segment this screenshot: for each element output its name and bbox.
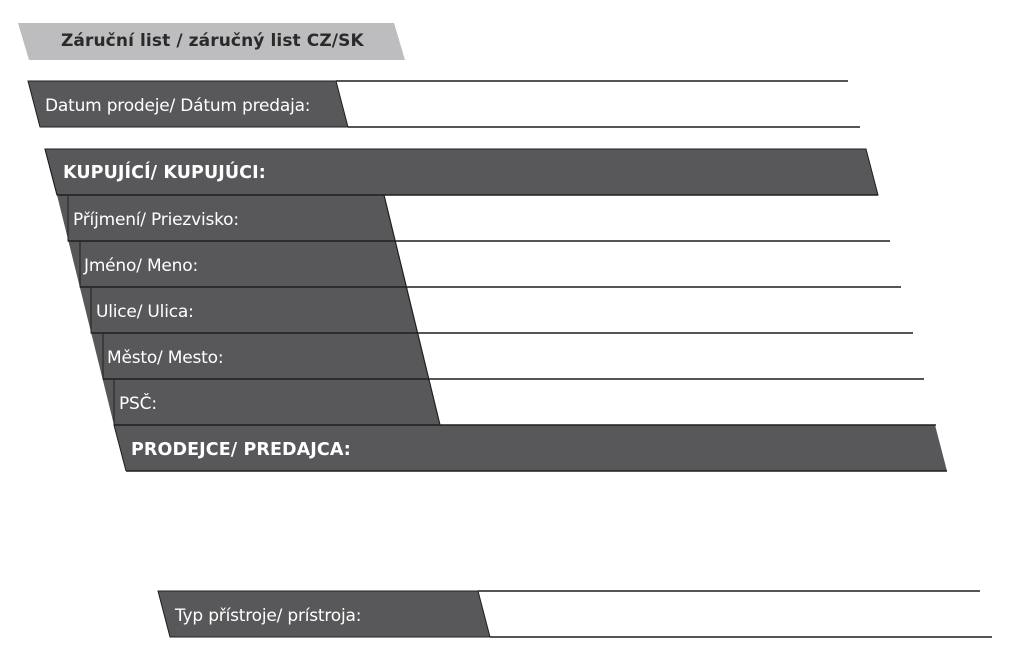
- field-label-postcode: PSČ:: [119, 394, 157, 414]
- device-label: Typ přístroje/ prístroja:: [175, 606, 362, 626]
- field-label-city: Město/ Mesto:: [107, 348, 224, 368]
- buyer-heading: KUPUJÍCÍ/ KUPUJÚCI:: [63, 163, 266, 183]
- sale-date-label: Datum prodeje/ Dátum predaja:: [45, 96, 311, 116]
- field-label-name: Jméno/ Meno:: [84, 256, 198, 276]
- field-label-surname: Příjmení/ Priezvisko:: [73, 210, 239, 230]
- seller-heading: PRODEJCE/ PREDAJCA:: [131, 440, 351, 460]
- page-title: Záruční list / záručný list CZ/SK: [61, 31, 364, 51]
- field-label-street: Ulice/ Ulica:: [96, 302, 194, 322]
